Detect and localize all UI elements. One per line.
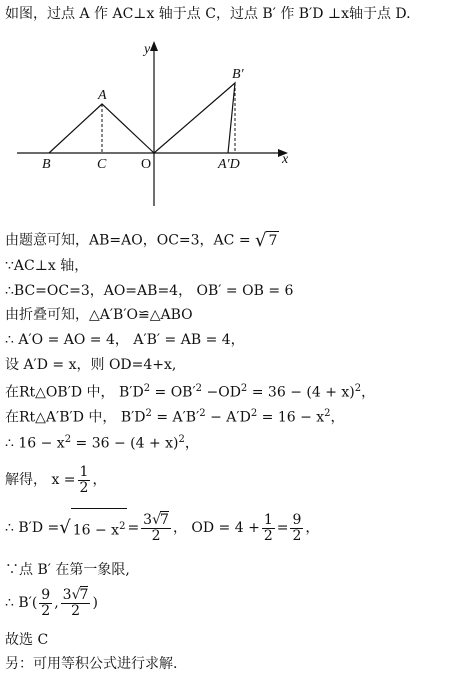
fraction-denominator: 2 [41, 602, 51, 619]
solution-line-13 [5, 585, 98, 621]
label-c: C [97, 157, 107, 172]
sqrt-sign: √ [71, 586, 81, 603]
label-apd: A′D [218, 157, 240, 172]
line13-part-a: ∴ B′( [5, 595, 38, 611]
line11-part-a: ∴ B′D = [5, 520, 60, 537]
line9-part-a: ∴ 16 − x [5, 435, 65, 452]
line8-part-c: − A′D [205, 409, 251, 426]
solution-line-15: 另：可用等积公式进行求解. [5, 656, 178, 672]
line9-part-b: = 36 − (4 + x) [71, 435, 179, 452]
line11-part-e: ， [305, 520, 320, 537]
fraction-numerator [61, 588, 91, 604]
sqrt-sign: √ [152, 511, 162, 528]
fraction-numerator: 9 [41, 586, 51, 603]
fraction-denominator: 2 [79, 479, 89, 496]
numerator-radicand: 7 [160, 511, 169, 528]
solution-line-11 [5, 508, 319, 549]
label-o: O [141, 157, 152, 172]
line9-part-c: ， [184, 435, 199, 452]
fraction-numerator [141, 513, 171, 529]
sqrt-radicand: $16 - x^2$ [71, 508, 128, 549]
numerator-coefficient: 3 [143, 511, 153, 528]
fraction-nine-halves [290, 513, 303, 544]
solution-line-14: 故选 C [5, 632, 49, 648]
label-x: x [282, 152, 289, 167]
label-b: B [42, 157, 51, 172]
numerator-radicand: 7 [79, 586, 89, 603]
fraction-numerator: 1 [79, 463, 89, 480]
line11-part-b: = [127, 520, 140, 537]
line10-part-e: ， [92, 472, 107, 488]
line7-part-d: = 36 − (4 + x) [247, 384, 355, 401]
line7-part-b: = OB′ [150, 384, 196, 401]
fraction-numerator: 9 [292, 511, 302, 528]
label-bp: B′ [232, 67, 244, 82]
line11-part-d: = [276, 520, 289, 537]
line7-part-c: −OD [202, 384, 241, 401]
fraction-one-half [262, 513, 275, 544]
coordinate-separator: , [54, 595, 59, 611]
line13-close-paren: ) [92, 595, 98, 611]
problem-intro: 如图，过点 A 作 AC⊥x 轴于点 C，过点 B′ 作 B′D ⊥x轴于点 D. [5, 6, 411, 22]
solution-line-7: 在Rt△OB′D 中， $B'D^2 = OB'^2 -OD^2 = 36 - (4 + x)^2$， [5, 383, 376, 401]
solution-line-8: 在Rt△A′B′D 中， $B'D^2 = A'B'^2 - A'D^2 = 16 - x^2$， [5, 408, 345, 426]
solution-line-10 [5, 462, 106, 498]
line8-part-b: = A′B′ [151, 409, 200, 426]
fraction-numerator: 1 [263, 511, 273, 528]
label-a: A [98, 88, 107, 103]
sqrt-value: 7 [268, 233, 278, 249]
fraction-3sqrt7-over-2 [141, 513, 171, 544]
line7-part-a: 在Rt△OB′D 中， B′D [5, 384, 144, 401]
fraction-one-half [78, 465, 91, 496]
solution-line-9: ∴ $16 - x^2 = 36 - (4 + x)^2$， [5, 434, 199, 452]
line1-text: 由题意可知，AB=AO，OC=3，AC = [5, 232, 255, 249]
fraction-denominator: 2 [151, 527, 161, 544]
fraction-3sqrt7-over-2 [61, 588, 91, 619]
solution-line-5: ∴ A′O = AO = 4， A′B′ = AB = 4， [5, 332, 245, 348]
line8-part-e: ， [330, 409, 345, 426]
solution-line-12: ∵点 B′ 在第一象限, [5, 562, 130, 578]
line11-part-c: ， OD = 4 + [172, 520, 260, 537]
radicand-text: 16 − x [72, 522, 120, 539]
coordinate-figure [5, 36, 305, 216]
fraction-nine-halves [39, 588, 52, 619]
triangle-apbpo [154, 83, 235, 153]
fraction-denominator: 2 [263, 527, 273, 544]
line7-part-e: ， [361, 384, 376, 401]
solution-line-6: 设 A′D = x，则 OD=4+x, [5, 357, 177, 373]
line8-part-a: 在Rt△A′B′D 中， B′D [5, 409, 146, 426]
sqrt-sign: √ [59, 517, 71, 539]
y-axis-arrow [150, 41, 158, 51]
solution-line-4: 由折叠可知，△A′B′O≌△ABO [5, 307, 193, 323]
solution-line-2: ∵AC⊥x 轴， [5, 258, 89, 274]
line10-part-a: 解得， x = [5, 472, 76, 488]
solution-line-3: ∴BC=OC=3，AO=AB=4， OB′ = OB = 6 [5, 283, 294, 299]
label-y: y [144, 42, 151, 57]
fraction-denominator: 2 [292, 527, 302, 544]
solution-line-1 [5, 231, 279, 250]
sqrt-sign: √ [255, 229, 267, 251]
line8-part-d: = 16 − x [257, 409, 325, 426]
numerator-coefficient: 3 [62, 586, 72, 603]
fraction-denominator: 2 [71, 602, 81, 619]
